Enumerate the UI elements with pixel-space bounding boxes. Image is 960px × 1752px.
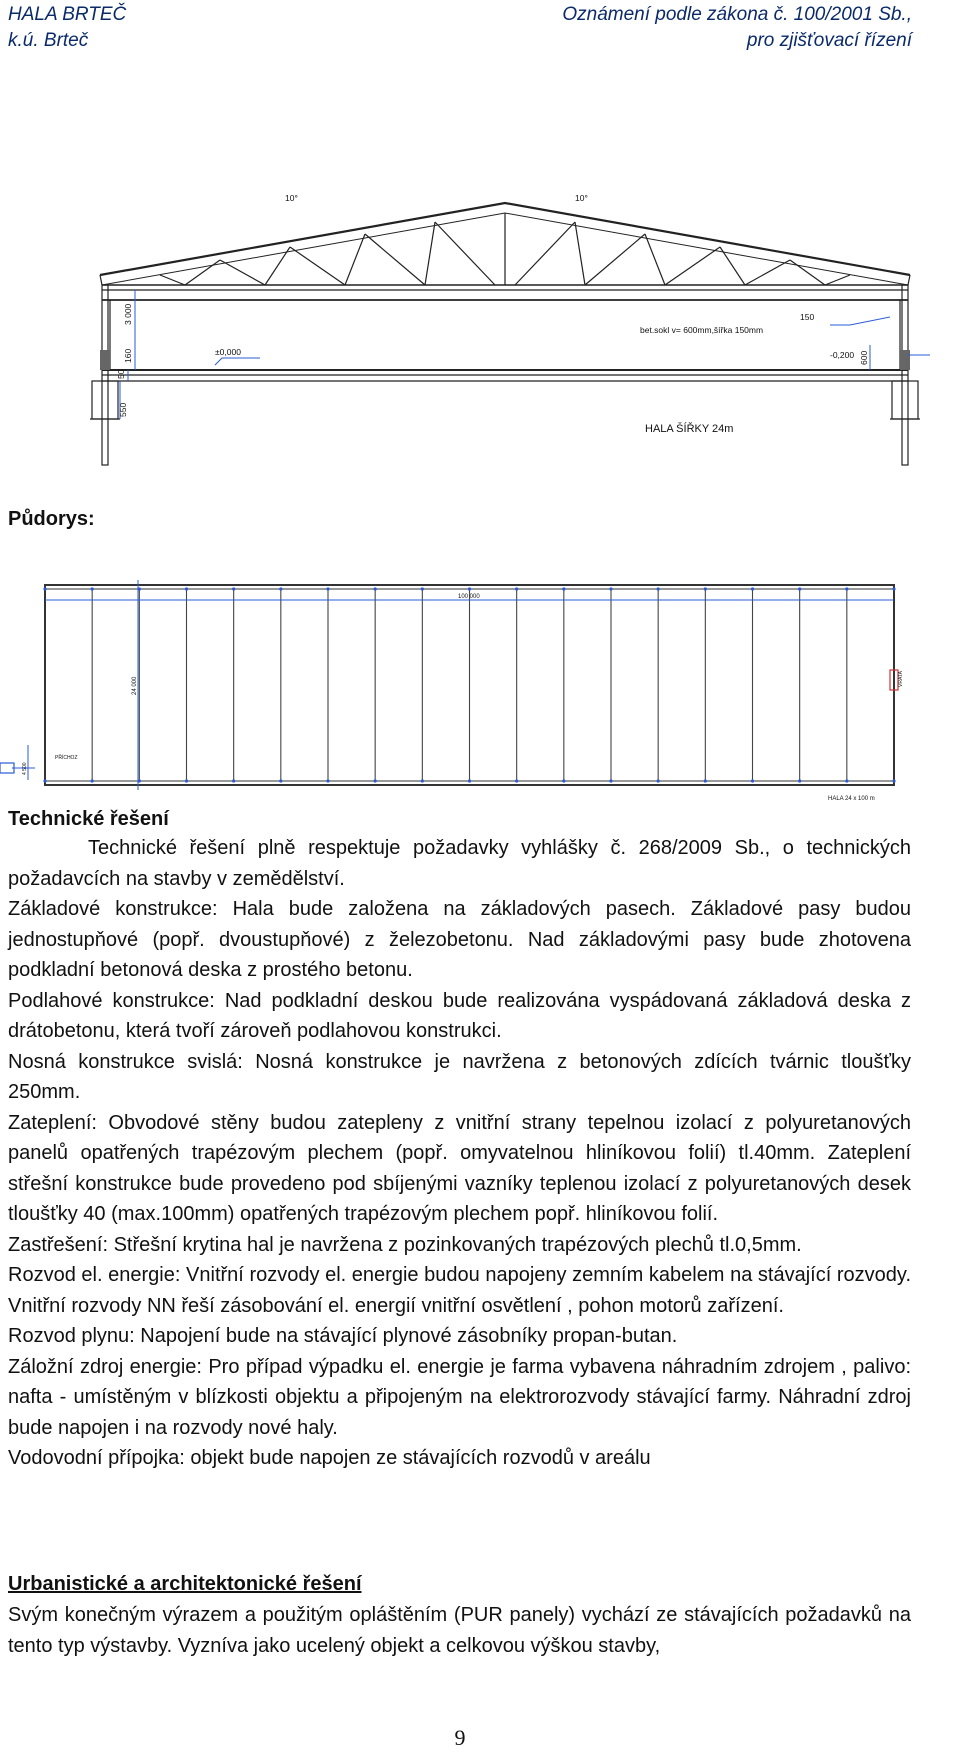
column-marker [279, 587, 282, 590]
column-marker [515, 587, 518, 590]
plan-gate-label: VRATA [898, 671, 904, 687]
urban-paragraph: Svým konečným výrazem a použitým opláštěním (PUR panely) vychází ze stávajících požadavků na tento typ výstavby. Vyzníva jako ucelený objekt a celkovou výškou stavby, [8, 1604, 911, 1657]
plan-width-label: 24 000 [132, 676, 138, 695]
header-left [8, 2, 126, 54]
column-marker [326, 587, 329, 590]
column-marker [704, 587, 707, 590]
column-marker [138, 779, 141, 782]
column-marker [468, 779, 471, 782]
plan-small-dimension: 4 500 [22, 762, 28, 775]
technical-paragraph-roofing: Zastřešení: Střešní krytina hal je navržena z pozinkovaných trapézových plechů tl.0,5mm. [8, 1233, 802, 1256]
technical-paragraph-water: Vodovodní přípojka: objekt bude napojen ze stávajících rozvodů v areálu [8, 1447, 651, 1469]
header-document-type: Oznámení podle zákona č. 100/2001 Sb., [562, 4, 912, 25]
column-marker [515, 779, 518, 782]
column-marker [326, 779, 329, 782]
header-procedure: pro zjišťovací řízení [746, 30, 912, 51]
column-marker [279, 779, 282, 782]
slab-dimension-50: 50 [116, 369, 126, 379]
column-marker [421, 779, 424, 782]
column-marker [468, 587, 471, 590]
header-right [562, 2, 912, 54]
column-marker [798, 587, 801, 590]
column-marker [657, 779, 660, 782]
floor-plan-heading: Půdorys: [8, 508, 95, 530]
level-zero: ±0,000 [215, 347, 241, 357]
technical-paragraph-intro: Technické řešení plně respektuje požadavky vyhlášky č. 268/2009 Sb., o technických požadavcích na stavby v zemědělství. [8, 837, 911, 890]
column-marker [91, 587, 94, 590]
column-marker [751, 587, 754, 590]
cross-section-drawing [90, 195, 940, 490]
column-marker [138, 587, 141, 590]
column-marker [657, 587, 660, 590]
technical-heading: Technické řešení [8, 808, 169, 830]
plan-title: HALA 24 x 100 m [828, 796, 875, 802]
foundation-note: bet.sokl v= 600mm,šířka 150mm [640, 325, 764, 335]
column-marker [704, 779, 707, 782]
column-marker [91, 779, 94, 782]
page-number: 9 [454, 1725, 466, 1750]
roof-angle-right: 10° [575, 193, 588, 203]
plinth-dimension-160: 160 [123, 348, 133, 363]
plan-entry-label: PŘÍCHOZ [55, 755, 78, 761]
technical-section [0, 833, 911, 1474]
column-marker [845, 779, 848, 782]
column-marker [562, 779, 565, 782]
technical-paragraph-foundations: Základové konstrukce: Hala bude založena na základových pasech. Základové pasy budou jednostupňové (popř. dvoustupňové) z železobetonu. Nad základovými pasy bude zhotovena podkladní betonová deska z prostého betonu. [8, 898, 911, 981]
column-marker [562, 587, 565, 590]
column-marker [892, 587, 895, 590]
dimension-600: 600 [859, 350, 869, 365]
header-cadastral-area: k.ú. Brteč [8, 30, 89, 51]
technical-paragraph-backup-power: Záložní zdroj energie: Pro případ výpadku el. energie je farma vybavena náhradním zdrojem , palivo: nafta - umístěným v blízkosti objektu a připojeným na elektrorozvody stávající farmy. Náhradní zdroj bude napojen i na rozvody nové haly. [8, 1355, 911, 1439]
column-marker [374, 779, 377, 782]
header-project-name: HALA BRTEČ [8, 4, 127, 25]
column-marker [232, 587, 235, 590]
roof-angle-left: 10° [285, 193, 298, 203]
column-marker [43, 587, 46, 590]
technical-paragraph-load-bearing: Nosná konstrukce svislá: Nosná konstrukce je navržena z betonových zdících tvárnic tloušťky 250mm. [8, 1050, 911, 1103]
column-marker [374, 587, 377, 590]
level-minus: -0,200 [830, 350, 855, 360]
column-marker [185, 779, 188, 782]
column-marker [609, 779, 612, 782]
footing-dimension-550: 550 [118, 402, 128, 417]
technical-paragraph-gas: Rozvod plynu: Napojení bude na stávající plynové zásobníky propan-butan. [8, 1325, 678, 1347]
column-marker [185, 587, 188, 590]
wall-height-dimension: 3 000 [123, 303, 133, 325]
column-marker [892, 779, 895, 782]
technical-paragraph-electricity: Rozvod el. energie: Vnitřní rozvody el. energie budou napojeny zemním kabelem na stávající rozvody. Vnitřní rozvody NN řeší zásobování el. energií vnitřní osvětlení , pohon motorů zařízení. [8, 1264, 911, 1317]
column-marker [798, 779, 801, 782]
column-marker [751, 779, 754, 782]
column-marker [421, 587, 424, 590]
column-marker [609, 587, 612, 590]
technical-paragraph-floor: Podlahové konstrukce: Nad podkladní deskou bude realizována vyspádovaná základová deska z drátobetonu, která tvoří zároveň podlahovou konstrukci. [8, 989, 911, 1042]
section-title: HALA ŠÍŘKY 24m [645, 423, 734, 435]
column-marker [43, 779, 46, 782]
column-marker [232, 779, 235, 782]
column-marker [845, 587, 848, 590]
plan-length-label: 100 000 [458, 594, 480, 600]
floor-plan-drawing [0, 575, 904, 805]
urban-heading: Urbanistické a architektonické řešení [8, 1573, 362, 1595]
dimension-150: 150 [800, 312, 815, 322]
technical-paragraph-insulation: Zateplení: Obvodové stěny budou zatepleny z vnitřní strany tepelnou izolací z polyuretanových panelů opatřených trapézovým plechem (popř. omyvatelnou hliníkovou folií) tl.40mm. Zateplení střešní konstrukce bude provedeno pod sbíjenými vazníky teplenou izolací z polyuretanových desek tloušťky 40 (max.100mm) opatřených trapézovým plechem popř. hliníkovou folií. [8, 1111, 911, 1225]
